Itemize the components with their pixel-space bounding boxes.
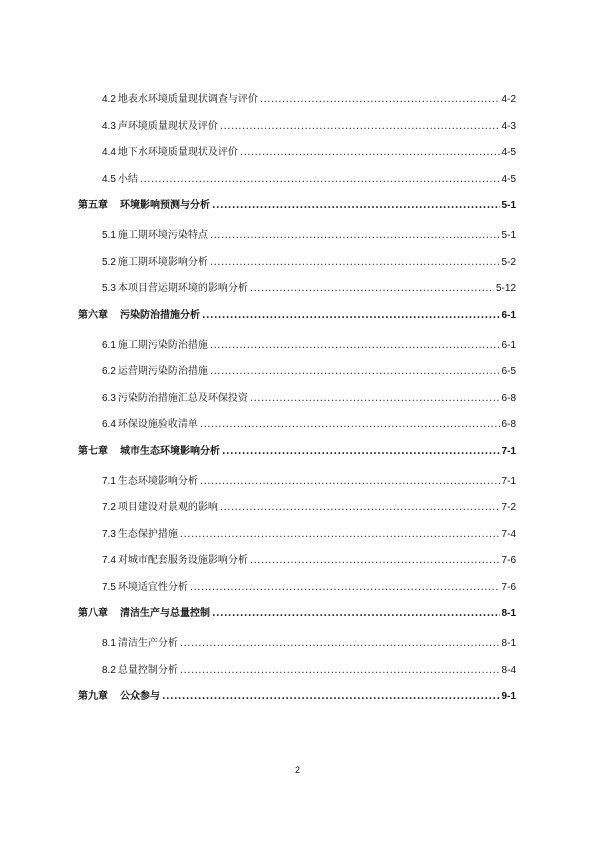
toc-section-entry[interactable] [78,664,516,691]
dot-leader [220,120,500,134]
toc-section-entry[interactable] [78,173,516,200]
section-number: 7.4 [102,555,116,566]
section-number: 5.3 [102,283,116,294]
toc-entry-label [102,528,178,542]
entry-title: 声环境质量现状及评价 [117,120,218,132]
entry-page-number: 8-4 [501,664,516,676]
dot-leader [250,392,500,406]
section-number: 4.5 [102,173,116,185]
chapter-number: 第七章 [78,445,108,457]
dot-leader [250,282,494,296]
toc-entry-label [78,690,160,704]
toc-entry-label [102,392,248,406]
entry-title: 本项目营运期环境的影响分析 [117,283,248,294]
toc-section-entry[interactable] [78,392,516,419]
toc-chapter-entry[interactable] [78,199,516,229]
toc-entry-label [102,146,238,160]
toc-entry-label [102,282,248,296]
toc-entry-label [102,339,208,353]
toc-chapter-entry[interactable] [78,607,516,637]
toc-entry-label [102,664,178,678]
section-number: 8.2 [102,664,116,676]
entry-page-number: 9-1 [501,691,516,702]
toc-section-entry[interactable] [78,475,516,502]
entry-title: 总量控制分析 [117,664,178,676]
entry-page-number: 6-5 [501,366,516,377]
dot-leader [180,664,500,678]
dot-leader [212,199,500,213]
entry-page-number: 6-1 [501,309,516,321]
dot-leader [250,554,500,568]
dot-leader [222,445,500,459]
toc-section-entry[interactable] [78,256,516,283]
entry-title: 环境影响预测与分析 [120,200,210,211]
toc-entry-label [102,229,208,243]
entry-title: 生态保护措施 [117,528,178,540]
toc-section-entry[interactable] [78,554,516,581]
section-number: 4.3 [102,120,116,132]
page-number: 2 [294,765,300,775]
section-number: 4.4 [102,147,116,158]
table-of-contents [78,93,516,720]
section-number: 6.2 [102,366,116,377]
toc-section-entry[interactable] [78,581,516,608]
section-number: 7.3 [102,528,116,540]
toc-entry-label [102,637,178,651]
dot-leader [200,475,500,489]
dot-leader [180,528,500,542]
toc-entry-label [102,554,248,568]
entry-title: 清洁生产分析 [117,638,178,649]
section-number: 5.1 [102,230,116,241]
dot-leader [210,256,500,270]
dot-leader [210,229,500,243]
entry-title: 项目建设对景观的影响 [117,502,218,513]
entry-title: 污染防治措施分析 [120,309,200,321]
dot-leader [220,501,500,515]
toc-entry-label [102,581,188,595]
dot-leader [260,93,500,107]
dot-leader [210,365,500,379]
toc-chapter-entry[interactable] [78,445,516,475]
entry-page-number: 4-3 [501,120,516,132]
toc-entry-label [78,309,200,323]
entry-page-number: 8-1 [501,608,516,619]
toc-chapter-entry[interactable] [78,309,516,339]
entry-page-number: 4-5 [501,147,516,158]
toc-section-entry[interactable] [78,146,516,173]
dot-leader [140,173,500,187]
entry-title: 公众参与 [120,691,160,702]
section-number: 4.2 [102,94,116,105]
toc-entry-label [78,199,210,213]
toc-chapter-entry[interactable] [78,690,516,720]
dot-leader [212,607,500,621]
toc-entry-label [102,120,218,134]
chapter-number: 第五章 [78,200,108,211]
entry-title: 污染防治措施汇总及环保投资 [117,392,248,404]
entry-page-number: 7-1 [501,475,516,487]
toc-section-entry[interactable] [78,120,516,147]
toc-section-entry[interactable] [78,282,516,309]
entry-page-number: 7-1 [501,445,516,457]
toc-entry-label [102,365,208,379]
dot-leader [202,309,500,323]
section-number: 7.1 [102,475,116,487]
section-number: 6.3 [102,392,116,404]
toc-entry-label [102,475,198,489]
entry-title: 清洁生产与总量控制 [120,608,210,619]
toc-section-entry[interactable] [78,418,516,445]
toc-entry-label [78,607,210,621]
toc-entry-label [102,256,208,270]
toc-section-entry[interactable] [78,528,516,555]
toc-section-entry[interactable] [78,229,516,256]
entry-page-number: 6-1 [501,339,516,351]
chapter-number: 第九章 [78,691,108,702]
entry-page-number: 5-1 [501,200,516,211]
chapter-number: 第六章 [78,309,108,321]
section-number: 8.1 [102,638,116,649]
entry-title: 生态环境影响分析 [117,475,198,487]
section-number: 7.5 [102,581,116,593]
entry-title: 地下水环境质量现状及评价 [117,147,238,158]
entry-page-number: 7-4 [501,528,516,540]
entry-page-number: 5-12 [495,283,516,294]
toc-section-entry[interactable] [78,365,516,392]
section-number: 5.2 [102,256,116,268]
dot-leader [240,146,500,160]
entry-page-number: 8-1 [501,638,516,649]
toc-entry-label [102,418,198,432]
entry-page-number: 7-2 [501,502,516,513]
entry-title: 环境适宜性分析 [117,581,188,593]
entry-page-number: 6-8 [501,392,516,404]
dot-leader [200,418,500,432]
toc-section-entry[interactable] [78,93,516,120]
toc-entry-label [102,93,258,107]
chapter-number: 第八章 [78,608,108,619]
entry-page-number: 7-6 [501,555,516,566]
entry-title: 小结 [117,173,138,185]
section-number: 6.1 [102,339,116,351]
entry-page-number: 4-5 [501,173,516,185]
toc-section-entry[interactable] [78,637,516,664]
dot-leader [180,637,500,651]
toc-entry-label [78,445,220,459]
entry-title: 对城市配套服务设施影响分析 [117,555,248,566]
entry-title: 城市生态环境影响分析 [120,445,220,457]
entry-title: 施工期污染防治措施 [117,339,208,351]
section-number: 6.4 [102,419,116,430]
entry-page-number: 7-6 [501,581,516,593]
toc-entry-label [102,501,218,515]
entry-title: 地表水环境质量现状调查与评价 [117,94,258,105]
dot-leader [190,581,500,595]
entry-page-number: 6-8 [501,419,516,430]
entry-title: 环保设施验收清单 [117,419,198,430]
entry-title: 运营期污染防治措施 [117,366,208,377]
section-number: 7.2 [102,502,116,513]
entry-page-number: 5-2 [501,256,516,268]
entry-title: 施工期环境污染特点 [117,230,208,241]
dot-leader [210,339,500,353]
dot-leader [162,690,500,704]
toc-entry-label [102,173,138,187]
entry-title: 施工期环境影响分析 [117,256,208,268]
entry-page-number: 5-1 [501,230,516,241]
entry-page-number: 4-2 [501,94,516,105]
toc-section-entry[interactable] [78,339,516,366]
toc-section-entry[interactable] [78,501,516,528]
